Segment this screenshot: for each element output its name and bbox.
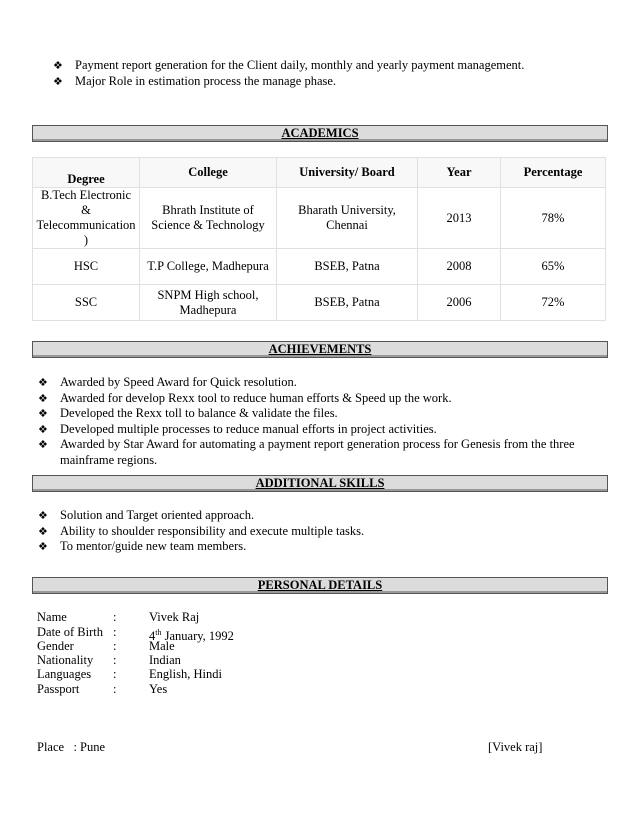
detail-colon: :	[113, 653, 117, 667]
table-cell: B.Tech Electronic & Telecommunication )	[33, 188, 140, 249]
detail-label: Date of Birth	[37, 625, 103, 639]
section-heading-achievements: ACHIEVEMENTS	[32, 341, 608, 358]
detail-label: Passport	[37, 682, 80, 696]
detail-colon: :	[113, 610, 117, 624]
table-cell: Bhrath Institute of Science & Technology	[140, 188, 277, 249]
bullet-icon: ❖	[38, 391, 48, 405]
footer-signature: [Vivek raj]	[488, 740, 543, 754]
bullet-icon: ❖	[38, 438, 48, 451]
detail-value: Yes	[149, 682, 168, 696]
detail-value: Male	[149, 639, 175, 653]
table-cell: Bharath University, Chennai	[277, 188, 418, 249]
section-heading-academics: ACADEMICS	[32, 125, 608, 142]
list-item: ❖ Awarded by Speed Award for Quick resolution.	[38, 375, 297, 389]
list-item: ❖ Awarded for develop Rexx tool to reduce human efforts & Speed up the work.	[38, 390, 452, 405]
detail-colon: :	[113, 639, 117, 653]
bullet-icon: ❖	[38, 540, 48, 553]
detail-value: Vivek Raj	[149, 610, 200, 624]
detail-value: English, Hindi	[149, 667, 222, 681]
detail-colon: :	[113, 682, 117, 696]
detail-label: Nationality	[37, 653, 94, 667]
table-cell: SNPM High school, Madhepura	[140, 285, 277, 321]
table-cell: BSEB, Patna	[277, 285, 418, 321]
bullet-icon: ❖	[38, 407, 48, 420]
detail-colon: :	[113, 625, 117, 639]
table-cell: 72%	[501, 285, 606, 321]
table-cell: HSC	[33, 249, 140, 285]
table-header-cell: College	[140, 158, 277, 188]
table-cell: 65%	[501, 249, 606, 285]
table-cell: 2006	[418, 285, 501, 321]
section-heading-personal-details: PERSONAL DETAILS	[32, 577, 608, 594]
table-header-cell: Year	[418, 158, 501, 188]
detail-label: Name	[37, 610, 67, 624]
list-item: ❖ Payment report generation for the Client daily, monthly and yearly payment management.	[53, 58, 525, 72]
detail-value: Indian	[149, 653, 181, 667]
table-row	[33, 188, 606, 249]
table-header-cell: Percentage	[501, 158, 606, 188]
detail-colon: :	[113, 667, 117, 681]
table-row	[33, 249, 606, 285]
list-item: ❖ Developed the Rexx toll to balance & validate the files.	[38, 406, 338, 420]
additional-skills-list	[38, 508, 598, 555]
section-heading-additional-skills: ADDITIONAL SKILLS	[32, 475, 608, 492]
list-item: ❖ Developed multiple processes to reduce manual efforts in project activities.	[38, 421, 437, 436]
table-cell: 78%	[501, 188, 606, 249]
bullet-icon: ❖	[38, 376, 48, 389]
table-cell: BSEB, Patna	[277, 249, 418, 285]
detail-label: Gender	[37, 639, 74, 653]
top-bullet-list	[53, 58, 613, 89]
list-item: ❖ To mentor/guide new team members.	[38, 539, 247, 553]
table-header-cell: Degree	[33, 158, 140, 188]
footer-place: Place : Pune	[37, 740, 106, 754]
academics-table	[32, 157, 606, 321]
list-item: ❖ Ability to shoulder responsibility and execute multiple tasks.	[38, 523, 365, 538]
detail-value-dob: 4th January, 1992	[149, 628, 234, 644]
bullet-icon: ❖	[38, 509, 48, 522]
table-row	[33, 285, 606, 321]
list-item: ❖ Awarded by Star Award for automating a payment report generation process for Genesis from the three mainframe regions.	[38, 437, 575, 467]
bullet-icon: ❖	[53, 74, 63, 88]
list-item: ❖ Solution and Target oriented approach.	[38, 508, 255, 522]
table-cell: SSC	[33, 285, 140, 321]
table-cell: 2013	[418, 188, 501, 249]
list-item: ❖ Major Role in estimation process the manage phase.	[53, 73, 337, 88]
bullet-icon: ❖	[38, 422, 48, 436]
table-cell: T.P College, Madhepura	[140, 249, 277, 285]
table-cell: 2008	[418, 249, 501, 285]
table-header-row	[33, 158, 606, 188]
table-header-cell: University/ Board	[277, 158, 418, 188]
bullet-icon: ❖	[53, 59, 63, 72]
detail-label: Languages	[37, 667, 92, 681]
achievements-list	[38, 375, 598, 468]
bullet-icon: ❖	[38, 524, 48, 538]
